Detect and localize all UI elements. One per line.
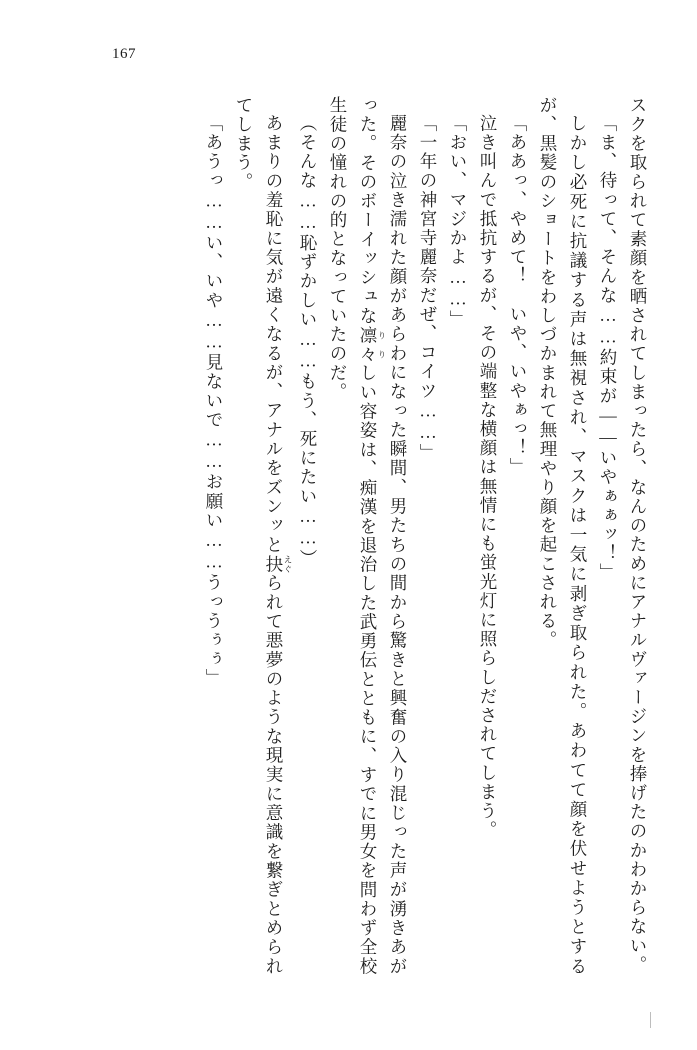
paragraph: スクを取られて素顔を晒されてしまったら、なんのためにアナルヴァージンを捧げたのかわからない。: [628, 96, 648, 975]
paragraph: 「ま、待って、そんな……約束が――いやぁぁッ！」: [598, 114, 618, 583]
page-number: 167: [112, 46, 136, 62]
paragraph: 「あうっ……い、いや……見ないで……お願い……うっうぅぅ」: [204, 114, 224, 688]
paragraph-with-ruby: 麗奈の泣き濡れた顔があらわになった瞬間、男たちの間から驚きと興奮の入り混じった声が湧きあがった。そのボーイッシュな凛々 りりしい容姿は、痴漢を退治した武勇伝とともに、すでに男女を問わず全校生徒の憧れの的となっていたのだ。: [328, 96, 408, 977]
paragraph: 「ああっ、やめて！ いや、いやぁっ！」: [508, 114, 528, 477]
body-text: [199, 96, 653, 976]
paragraph: 「一年の神宮寺麗奈だぜ、コイツ……」: [418, 114, 438, 463]
footer-rule: [650, 1012, 651, 1028]
paragraph: 泣き叫んで抵抗するが、その端整な横顔は無情にも蛍光灯に照らしだされてしまう。: [478, 114, 498, 840]
paragraph-with-ruby: あまりの羞恥に気が遠くなるが、アナルをズンッと抉 えぐられて悪夢のような現実に意識を繋ぎとめられてしまう。: [234, 96, 293, 976]
paragraph: しかし必死に抗議する声は無視され、マスクは一気に剥ぎ取られた。あわてて顔を伏せようとするが、黒髪のショートをわしづかまれて無理やり顔を起こされる。: [538, 96, 588, 976]
paragraph: （そんな……恥ずかしい……もう、死にたい……）: [298, 114, 318, 569]
paragraph: 「おい、マジかよ……」: [448, 114, 468, 330]
